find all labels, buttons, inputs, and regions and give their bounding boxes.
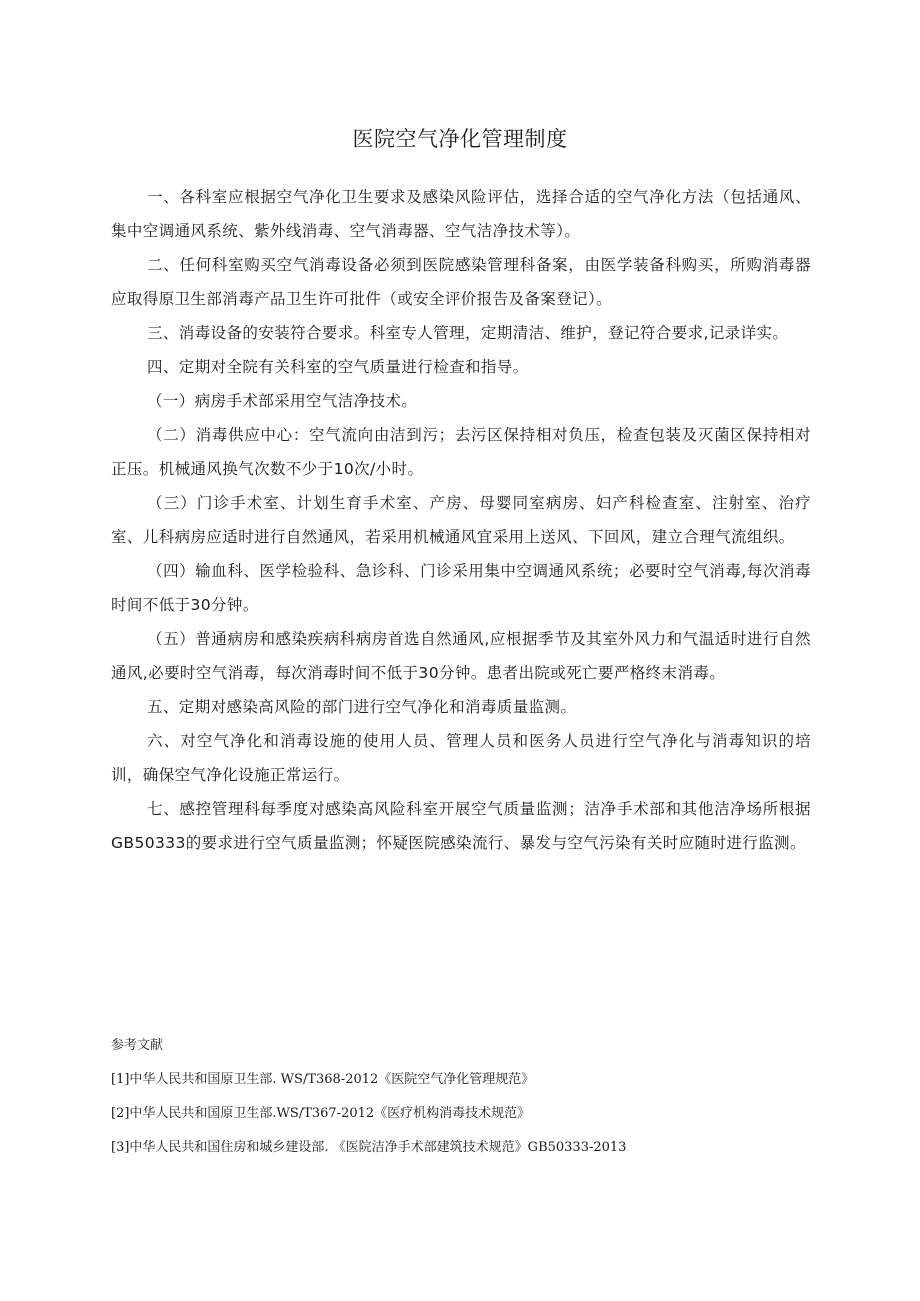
paragraph-2: 二、任何科室购买空气消毒设备必须到医院感染管理科备案，由医学装备科购买，所购消毒器应取得原卫生部消毒产品卫生许可批件（或安全评价报告及备案登记）。 — [111, 256, 811, 308]
paragraph-4-1: （一）病房手术部采用空气洁净技术。 — [147, 392, 418, 410]
reference-item-3: [3]中华人民共和国住房和城乡建设部. 《医院洁净手术部建筑技术规范》GB50333-2013 — [111, 1140, 627, 1155]
paragraph-4-3: （三）门诊手术室、计划生育手术室、产房、母婴同室病房、妇产科检查室、注射室、治疗室、儿科病房应适时进行自然通风，若采用机械通风宜采用上送风、下回风，建立合理气流组织。 — [111, 494, 811, 546]
paragraph-4-2: （二）消毒供应中心：空气流向由洁到污；去污区保持相对负压，检查包装及灭菌区保持相对正压。机械通风换气次数不少于10次/小时。 — [111, 426, 811, 478]
paragraph-6: 六、对空气净化和消毒设施的使用人员、管理人员和医务人员进行空气净化与消毒知识的培训，确保空气净化设施正常运行。 — [111, 732, 811, 784]
paragraph-7: 七、感控管理科每季度对感染高风险科室开展空气质量监测；洁净手术部和其他洁净场所根据GB50333的要求进行空气质量监测；怀疑医院感染流行、暴发与空气污染有关时应随时进行监测。 — [111, 800, 811, 852]
paragraph-5: 五、定期对感染高风险的部门进行空气净化和消毒质量监测。 — [147, 698, 577, 716]
references-heading: 参考文献 — [111, 1038, 164, 1053]
paragraph-3: 三、消毒设备的安装符合要求。科室专人管理，定期清洁、维护，登记符合要求,记录详实。 — [147, 324, 789, 342]
page-title: 医院空气净化管理制度 — [352, 127, 568, 151]
paragraph-4-4: （四）输血科、医学检验科、急诊科、门诊采用集中空调通风系统；必要时空气消毒,每次消毒时间不低于30分钟。 — [111, 562, 811, 614]
reference-item-1: [1]中华人民共和国原卫生部. WS/T368-2012《医院空气净化管理规范》 — [111, 1072, 535, 1087]
references-section — [111, 1036, 811, 1172]
document-body — [111, 180, 811, 860]
paragraph-1: 一、各科室应根据空气净化卫生要求及感染风险评估，选择合适的空气净化方法（包括通风、集中空调通风系统、紫外线消毒、空气消毒器、空气洁净技术等）。 — [111, 188, 811, 240]
reference-item-2: [2]中华人民共和国原卫生部.WS/T367-2012《医疗机构消毒技术规范》 — [111, 1106, 531, 1121]
paragraph-4-5: （五）普通病房和感染疾病科病房首选自然通风,应根据季节及其室外风力和气温适时进行自然通风,必要时空气消毒，每次消毒时间不低于30分钟。患者出院或死亡要严格终末消毒。 — [111, 630, 811, 682]
paragraph-4: 四、定期对全院有关科室的空气质量进行检查和指导。 — [147, 358, 529, 376]
